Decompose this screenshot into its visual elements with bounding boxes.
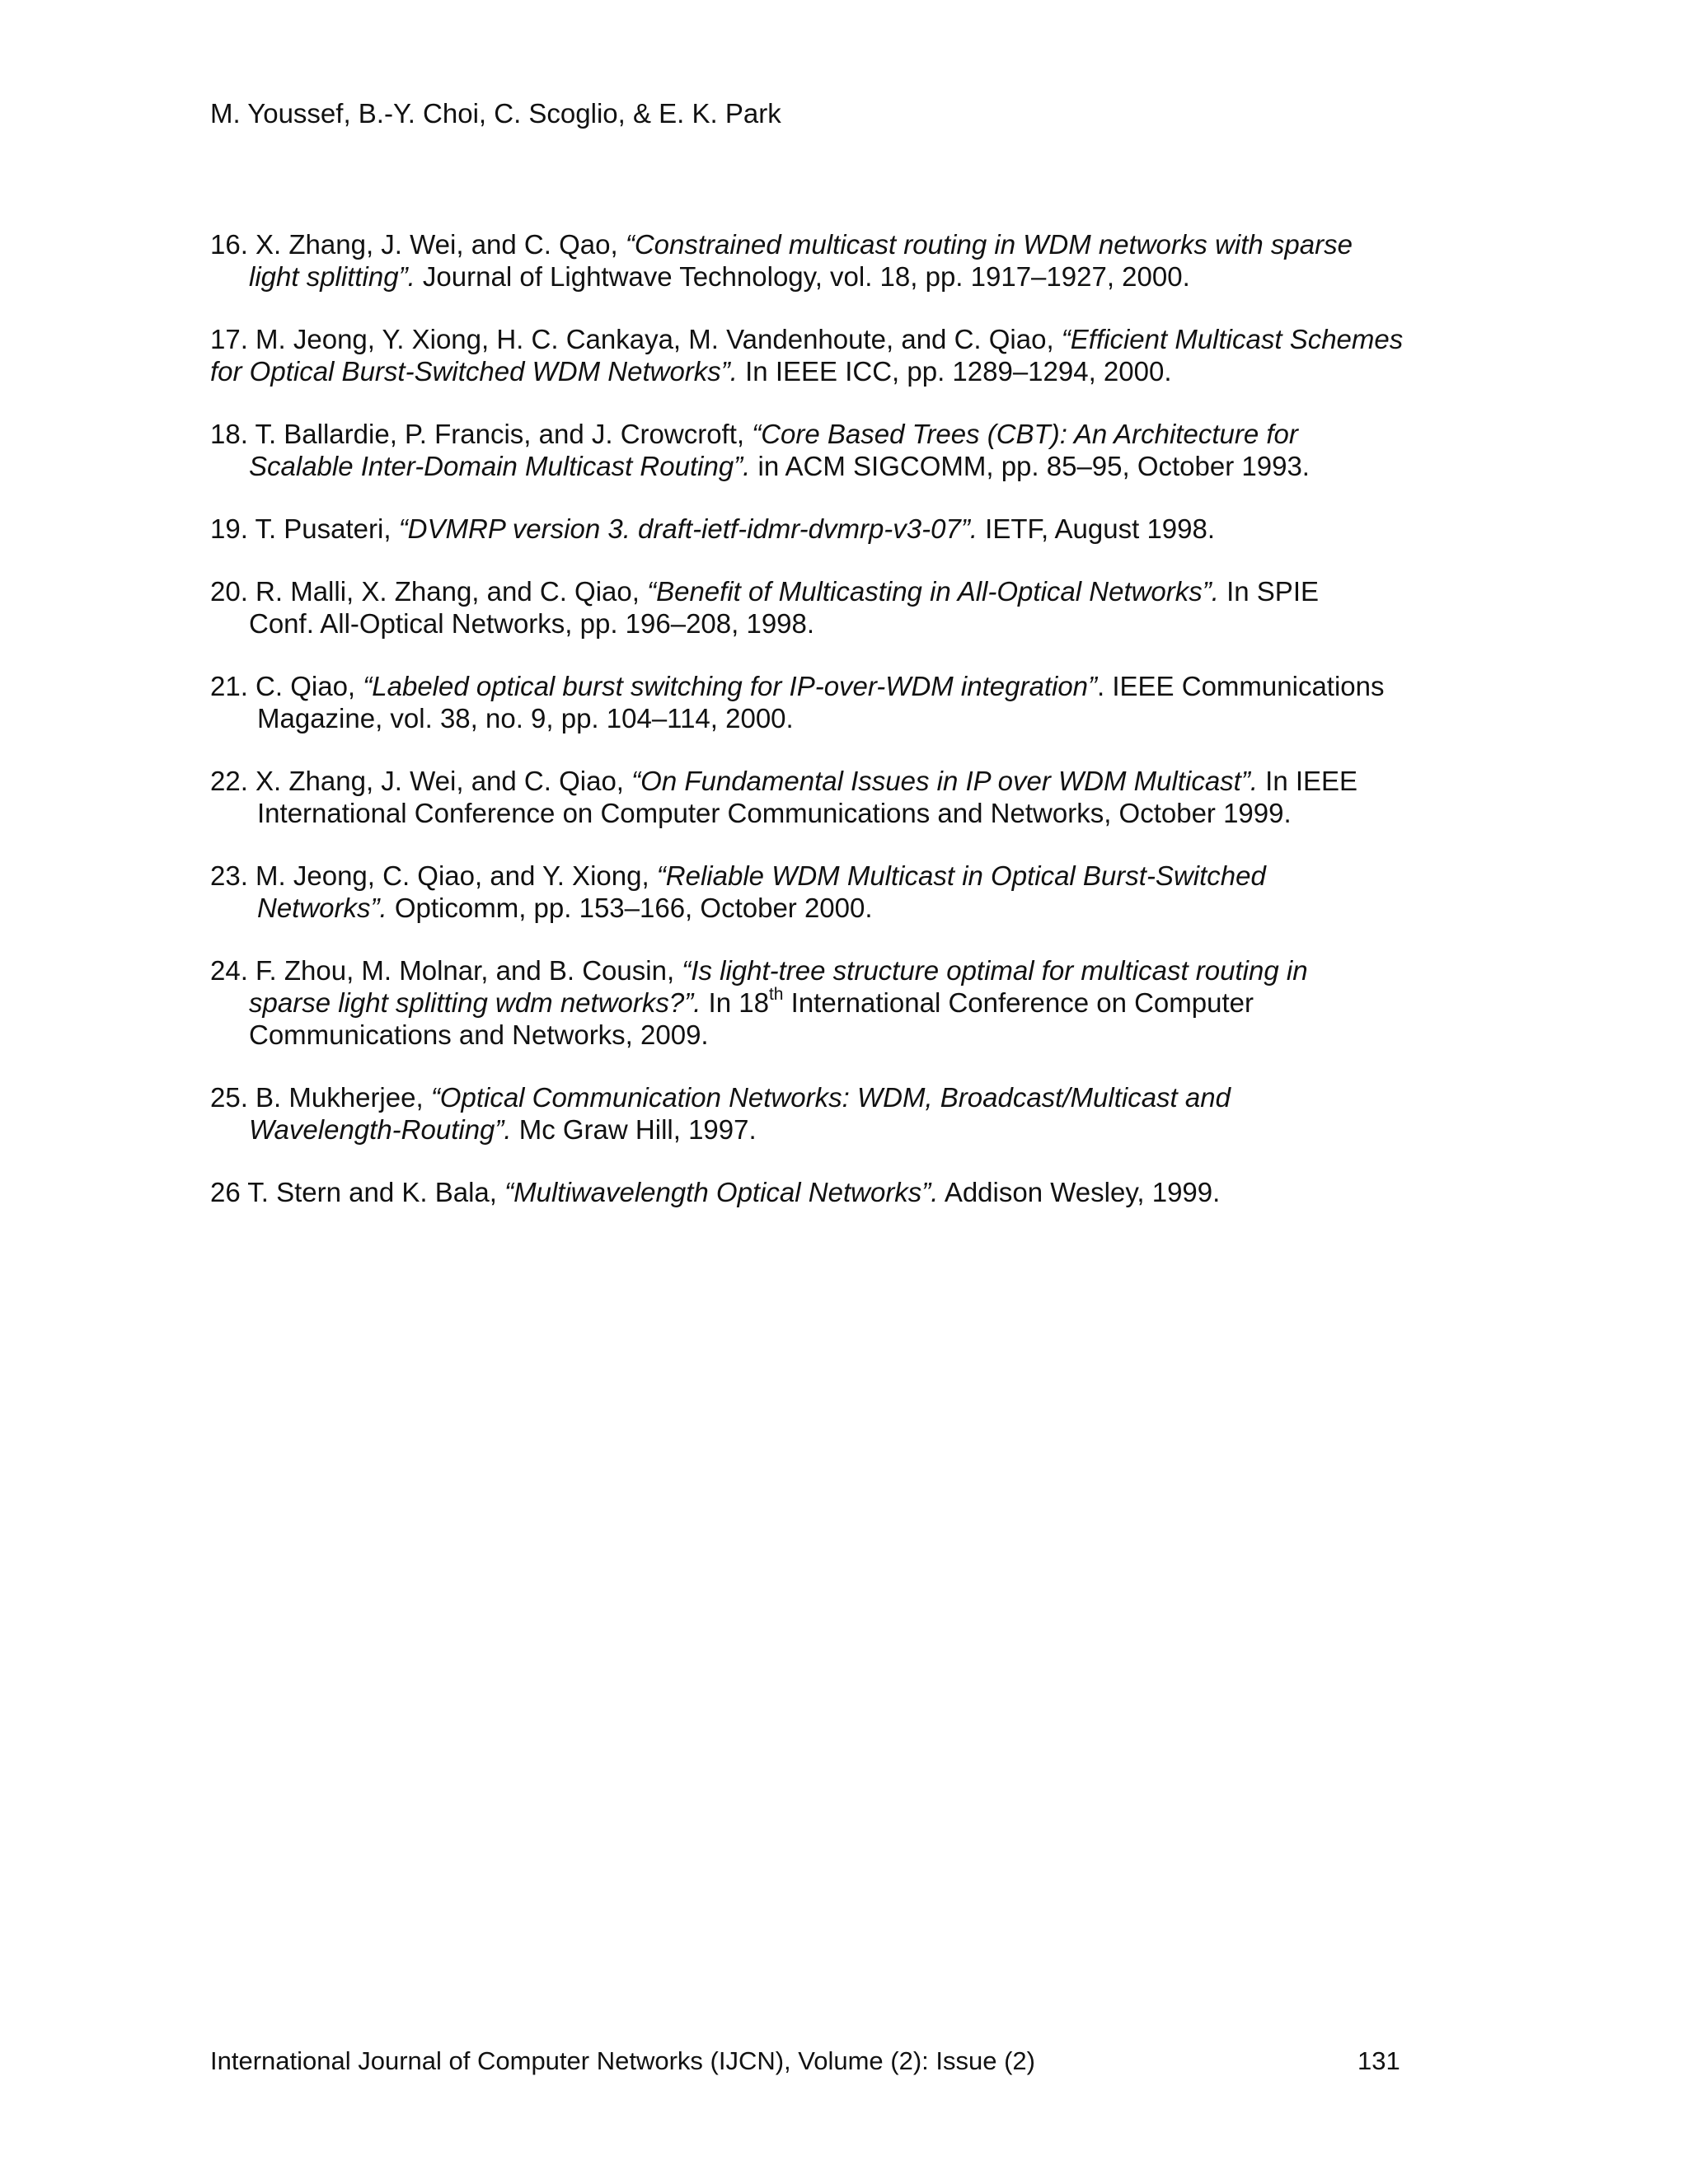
reference-line — [210, 765, 1463, 797]
reference-source: Conf. All-Optical Networks, pp. 196–208, 1998. — [249, 608, 815, 639]
reference-line — [210, 323, 1463, 355]
reference-item — [210, 1176, 1463, 1208]
footer-journal-name: International Journal of Computer Networks (IJCN), Volume (2): Issue (2) — [210, 2046, 1035, 2075]
reference-line — [210, 607, 1463, 640]
reference-line — [210, 954, 1463, 987]
reference-source: Journal of Lightwave Technology, vol. 18, pp. 1917–1927, 2000. — [415, 261, 1190, 292]
reference-title: Networks”. — [257, 893, 387, 923]
reference-item — [210, 323, 1463, 387]
reference-authors: 26 T. Stern and K. Bala, — [210, 1177, 505, 1207]
reference-item — [210, 860, 1463, 924]
reference-line — [210, 670, 1463, 702]
reference-item — [210, 513, 1463, 545]
reference-item — [210, 418, 1463, 482]
reference-source: Communications and Networks, 2009. — [249, 1019, 709, 1050]
reference-source: In IEEE — [1258, 766, 1358, 796]
reference-authors: 20. R. Malli, X. Zhang, and C. Qiao, — [210, 576, 648, 607]
reference-source: Opticomm, pp. 153–166, October 2000. — [387, 893, 873, 923]
reference-title: “On Fundamental Issues in IP over WDM Multicast”. — [631, 766, 1258, 796]
reference-line — [210, 987, 1463, 1019]
reference-authors: 19. T. Pusateri, — [210, 513, 399, 544]
page-number: 131 — [1357, 2046, 1400, 2075]
reference-authors: 17. M. Jeong, Y. Xiong, H. C. Cankaya, M. Vandenhoute, and C. Qiao, — [210, 324, 1062, 354]
ordinal-superscript: th — [768, 985, 784, 1004]
reference-source: IETF, August 1998. — [978, 513, 1216, 544]
reference-source: International Conference on Computer Communications and Networks, October 1999. — [257, 798, 1292, 828]
reference-item — [210, 228, 1463, 293]
reference-authors: 18. T. Ballardie, P. Francis, and J. Crowcroft, — [210, 419, 753, 449]
reference-title: sparse light splitting wdm networks?”. — [249, 987, 701, 1018]
reference-source: in ACM SIGCOMM, pp. 85–95, October 1993. — [750, 451, 1310, 481]
reference-line — [210, 418, 1463, 450]
reference-title: for Optical Burst-Switched WDM Networks”. — [210, 356, 738, 387]
reference-item — [210, 575, 1463, 640]
reference-title: light splitting”. — [249, 261, 415, 292]
reference-title: “Multiwavelength Optical Networks”. — [504, 1177, 939, 1207]
reference-title: “Efficient Multicast Schemes — [1061, 324, 1404, 354]
reference-line — [210, 860, 1463, 892]
reference-line — [210, 355, 1463, 387]
reference-line — [210, 1019, 1463, 1051]
reference-authors: 23. M. Jeong, C. Qiao, and Y. Xiong, — [210, 860, 657, 891]
reference-title: “Benefit of Multicasting in All-Optical Networks”. — [647, 576, 1219, 607]
reference-source: Magazine, vol. 38, no. 9, pp. 104–114, 2000. — [257, 703, 794, 733]
reference-line — [210, 892, 1463, 924]
reference-authors: 16. X. Zhang, J. Wei, and C. Qao, — [210, 229, 626, 260]
reference-line — [210, 450, 1463, 482]
reference-line — [210, 228, 1463, 260]
reference-line — [210, 575, 1463, 607]
reference-title: “Optical Communication Networks: WDM, Broadcast/Multicast and — [430, 1082, 1231, 1113]
reference-source: In IEEE ICC, pp. 1289–1294, 2000. — [737, 356, 1172, 387]
reference-authors: 25. B. Mukherjee, — [210, 1082, 431, 1113]
reference-source: In 18 — [701, 987, 769, 1018]
reference-line — [210, 513, 1463, 545]
reference-title: “Is light-tree structure optimal for multicast routing in — [682, 955, 1308, 986]
reference-item — [210, 954, 1463, 1051]
reference-item — [210, 765, 1463, 829]
reference-title: Scalable Inter-Domain Multicast Routing”. — [249, 451, 751, 481]
reference-authors: 24. F. Zhou, M. Molnar, and B. Cousin, — [210, 955, 682, 986]
reference-source: In SPIE — [1218, 576, 1319, 607]
running-header: M. Youssef, B.-Y. Choi, C. Scoglio, & E. K. Park — [210, 98, 781, 129]
reference-title: Wavelength-Routing”. — [249, 1114, 512, 1145]
reference-source: . IEEE Communications — [1097, 671, 1385, 701]
reference-line — [210, 1176, 1463, 1208]
reference-line — [210, 797, 1463, 829]
reference-line — [210, 260, 1463, 293]
reference-authors: 22. X. Zhang, J. Wei, and C. Qiao, — [210, 766, 632, 796]
reference-source: Mc Graw Hill, 1997. — [511, 1114, 757, 1145]
reference-source: International Conference on Computer — [783, 987, 1254, 1018]
reference-list — [210, 228, 1463, 1239]
reference-source: Addison Wesley, 1999. — [938, 1177, 1221, 1207]
reference-line — [210, 1081, 1463, 1113]
reference-title: “Reliable WDM Multicast in Optical Burst-Switched — [656, 860, 1266, 891]
reference-line — [210, 702, 1463, 734]
reference-item — [210, 1081, 1463, 1146]
reference-authors: 21. C. Qiao, — [210, 671, 363, 701]
reference-title: “DVMRP version 3. draft-ietf-idmr-dvmrp-v3-07”. — [398, 513, 978, 544]
reference-line — [210, 1113, 1463, 1146]
reference-title: “Labeled optical burst switching for IP-over-WDM integration” — [363, 671, 1098, 701]
reference-title: “Constrained multicast routing in WDM networks with sparse — [625, 229, 1353, 260]
reference-item — [210, 670, 1463, 734]
reference-title: “Core Based Trees (CBT): An Architecture for — [752, 419, 1298, 449]
